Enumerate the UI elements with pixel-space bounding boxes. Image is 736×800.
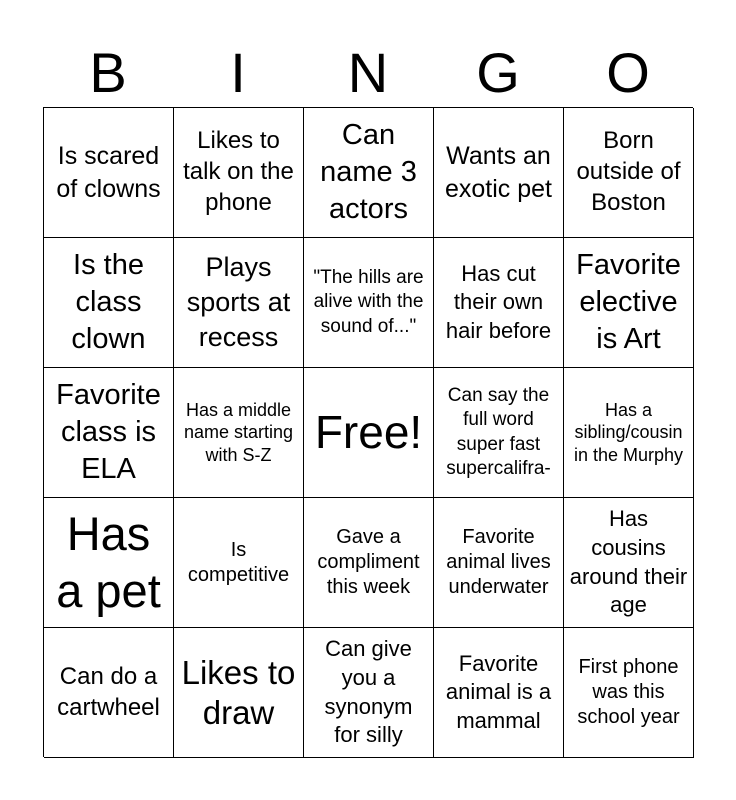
header-letter-n: N (347, 41, 389, 104)
bingo-cell[interactable]: Has a sibling/cousin in the Murphy (564, 368, 694, 498)
free-space-cell[interactable]: Free! (304, 368, 434, 498)
bingo-cell[interactable]: Favorite animal lives underwater (434, 498, 564, 628)
bingo-cell[interactable]: Likes to draw (174, 628, 304, 758)
bingo-cell[interactable]: Wants an exotic pet (434, 108, 564, 238)
bingo-cell[interactable]: Has cousins around their age (564, 498, 694, 628)
bingo-cell[interactable]: Likes to talk on the phone (174, 108, 304, 238)
bingo-cell[interactable]: Can give you a synonym for silly (304, 628, 434, 758)
bingo-cell[interactable]: "The hills are alive with the sound of..." (304, 238, 434, 368)
bingo-cell[interactable]: Is scared of clowns (44, 108, 174, 238)
bingo-cell[interactable]: Has a middle name starting with S-Z (174, 368, 304, 498)
bingo-cell[interactable]: Has a pet (44, 498, 174, 628)
header-letter-b: B (89, 41, 127, 104)
bingo-cell[interactable]: Can do a cartwheel (44, 628, 174, 758)
header-letter-g: G (476, 41, 520, 104)
header-letter-o: O (606, 41, 650, 104)
bingo-cell[interactable]: Favorite animal is a mammal (434, 628, 564, 758)
bingo-cell[interactable]: Has cut their own hair before (434, 238, 564, 368)
bingo-cell[interactable]: Favorite elective is Art (564, 238, 694, 368)
bingo-cell[interactable]: Gave a compliment this week (304, 498, 434, 628)
bingo-cell[interactable]: Is competitive (174, 498, 304, 628)
bingo-cell[interactable]: Is the class clown (44, 238, 174, 368)
bingo-cell[interactable]: Can name 3 actors (304, 108, 434, 238)
bingo-board (43, 107, 693, 757)
bingo-cell[interactable]: Born outside of Boston (564, 108, 694, 238)
bingo-cell[interactable]: Can say the full word super fast supercalifra- (434, 368, 564, 498)
header-letter-i: I (230, 41, 246, 104)
bingo-cell[interactable]: Favorite class is ELA (44, 368, 174, 498)
bingo-cell[interactable]: Plays sports at recess (174, 238, 304, 368)
bingo-cell[interactable]: First phone was this school year (564, 628, 694, 758)
bingo-header (43, 38, 693, 108)
